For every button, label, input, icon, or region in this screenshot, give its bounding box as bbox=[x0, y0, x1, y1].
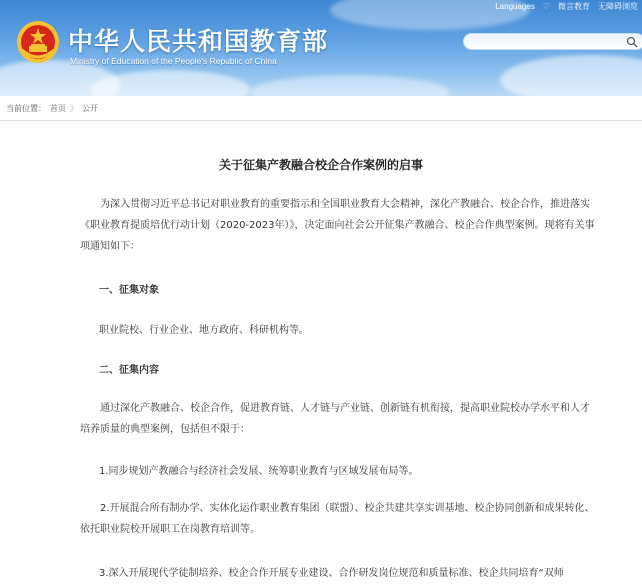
top-utility-bar bbox=[495, 0, 642, 12]
languages-link[interactable]: Languages bbox=[495, 1, 535, 11]
accessibility-link[interactable]: 无障碍浏览 bbox=[598, 1, 638, 11]
section-heading-1: 一、征集对象 bbox=[99, 285, 159, 296]
article-intro: 为深入贯彻习近平总书记对职业教育的重要指示和全国职业教育大会精神，深化产教融合、校企合作，推进落实《职业教育提质培优行动计划（2020-2023年）》，决定面向社会公开征集产教融合、校企合作典型案例。现将有关事项通知如下： bbox=[80, 199, 595, 252]
section-heading-2: 二、征集内容 bbox=[99, 365, 159, 376]
section-2-body: 通过深化产教融合、校企合作，促进教育链、人才链与产业链、创新链有机衔接，提高职业院校办学水平和人才培养质量的典型案例，包括但不限于： bbox=[80, 403, 590, 435]
site-header bbox=[0, 0, 642, 96]
breadcrumb-home-link[interactable]: 首页 bbox=[50, 104, 66, 113]
national-emblem-icon bbox=[16, 20, 60, 64]
article-title: 关于征集产教融合校企合作案例的启事 bbox=[218, 158, 423, 172]
weiyan-link[interactable]: 微言教育 bbox=[558, 1, 590, 11]
list-item-1: 1.同步规划产教融合与经济社会发展、统筹职业教育与区域发展布局等。 bbox=[99, 466, 419, 477]
breadcrumb bbox=[6, 103, 98, 114]
breadcrumb-prefix: 当前位置： bbox=[6, 104, 46, 113]
section-1-body: 职业院校、行业企业、地方政府、科研机构等。 bbox=[99, 325, 309, 336]
list-item-2: 2.开展混合所有制办学、实体化运作职业教育集团（联盟）、校企共建共享实训基地、校企协同创新和成果转化、依托职业院校开展职工在岗教育培训等。 bbox=[80, 503, 595, 535]
search-icon[interactable] bbox=[626, 36, 638, 48]
site-subtitle: Ministry of Education of the People's Republic of China bbox=[70, 56, 277, 66]
search-input[interactable] bbox=[463, 33, 642, 50]
site-title: 中华人民共和国教育部 bbox=[68, 27, 329, 56]
breadcrumb-separator-icon: 》 bbox=[70, 104, 78, 113]
languages-chevron-icon: ♡ bbox=[542, 1, 550, 11]
breadcrumb-current-link[interactable]: 公开 bbox=[82, 104, 98, 113]
list-item-3: 3.深入开展现代学徒制培养、校企合作开展专业建设、合作研发岗位规范和质量标准、校企共同培育“双师 bbox=[99, 568, 564, 579]
